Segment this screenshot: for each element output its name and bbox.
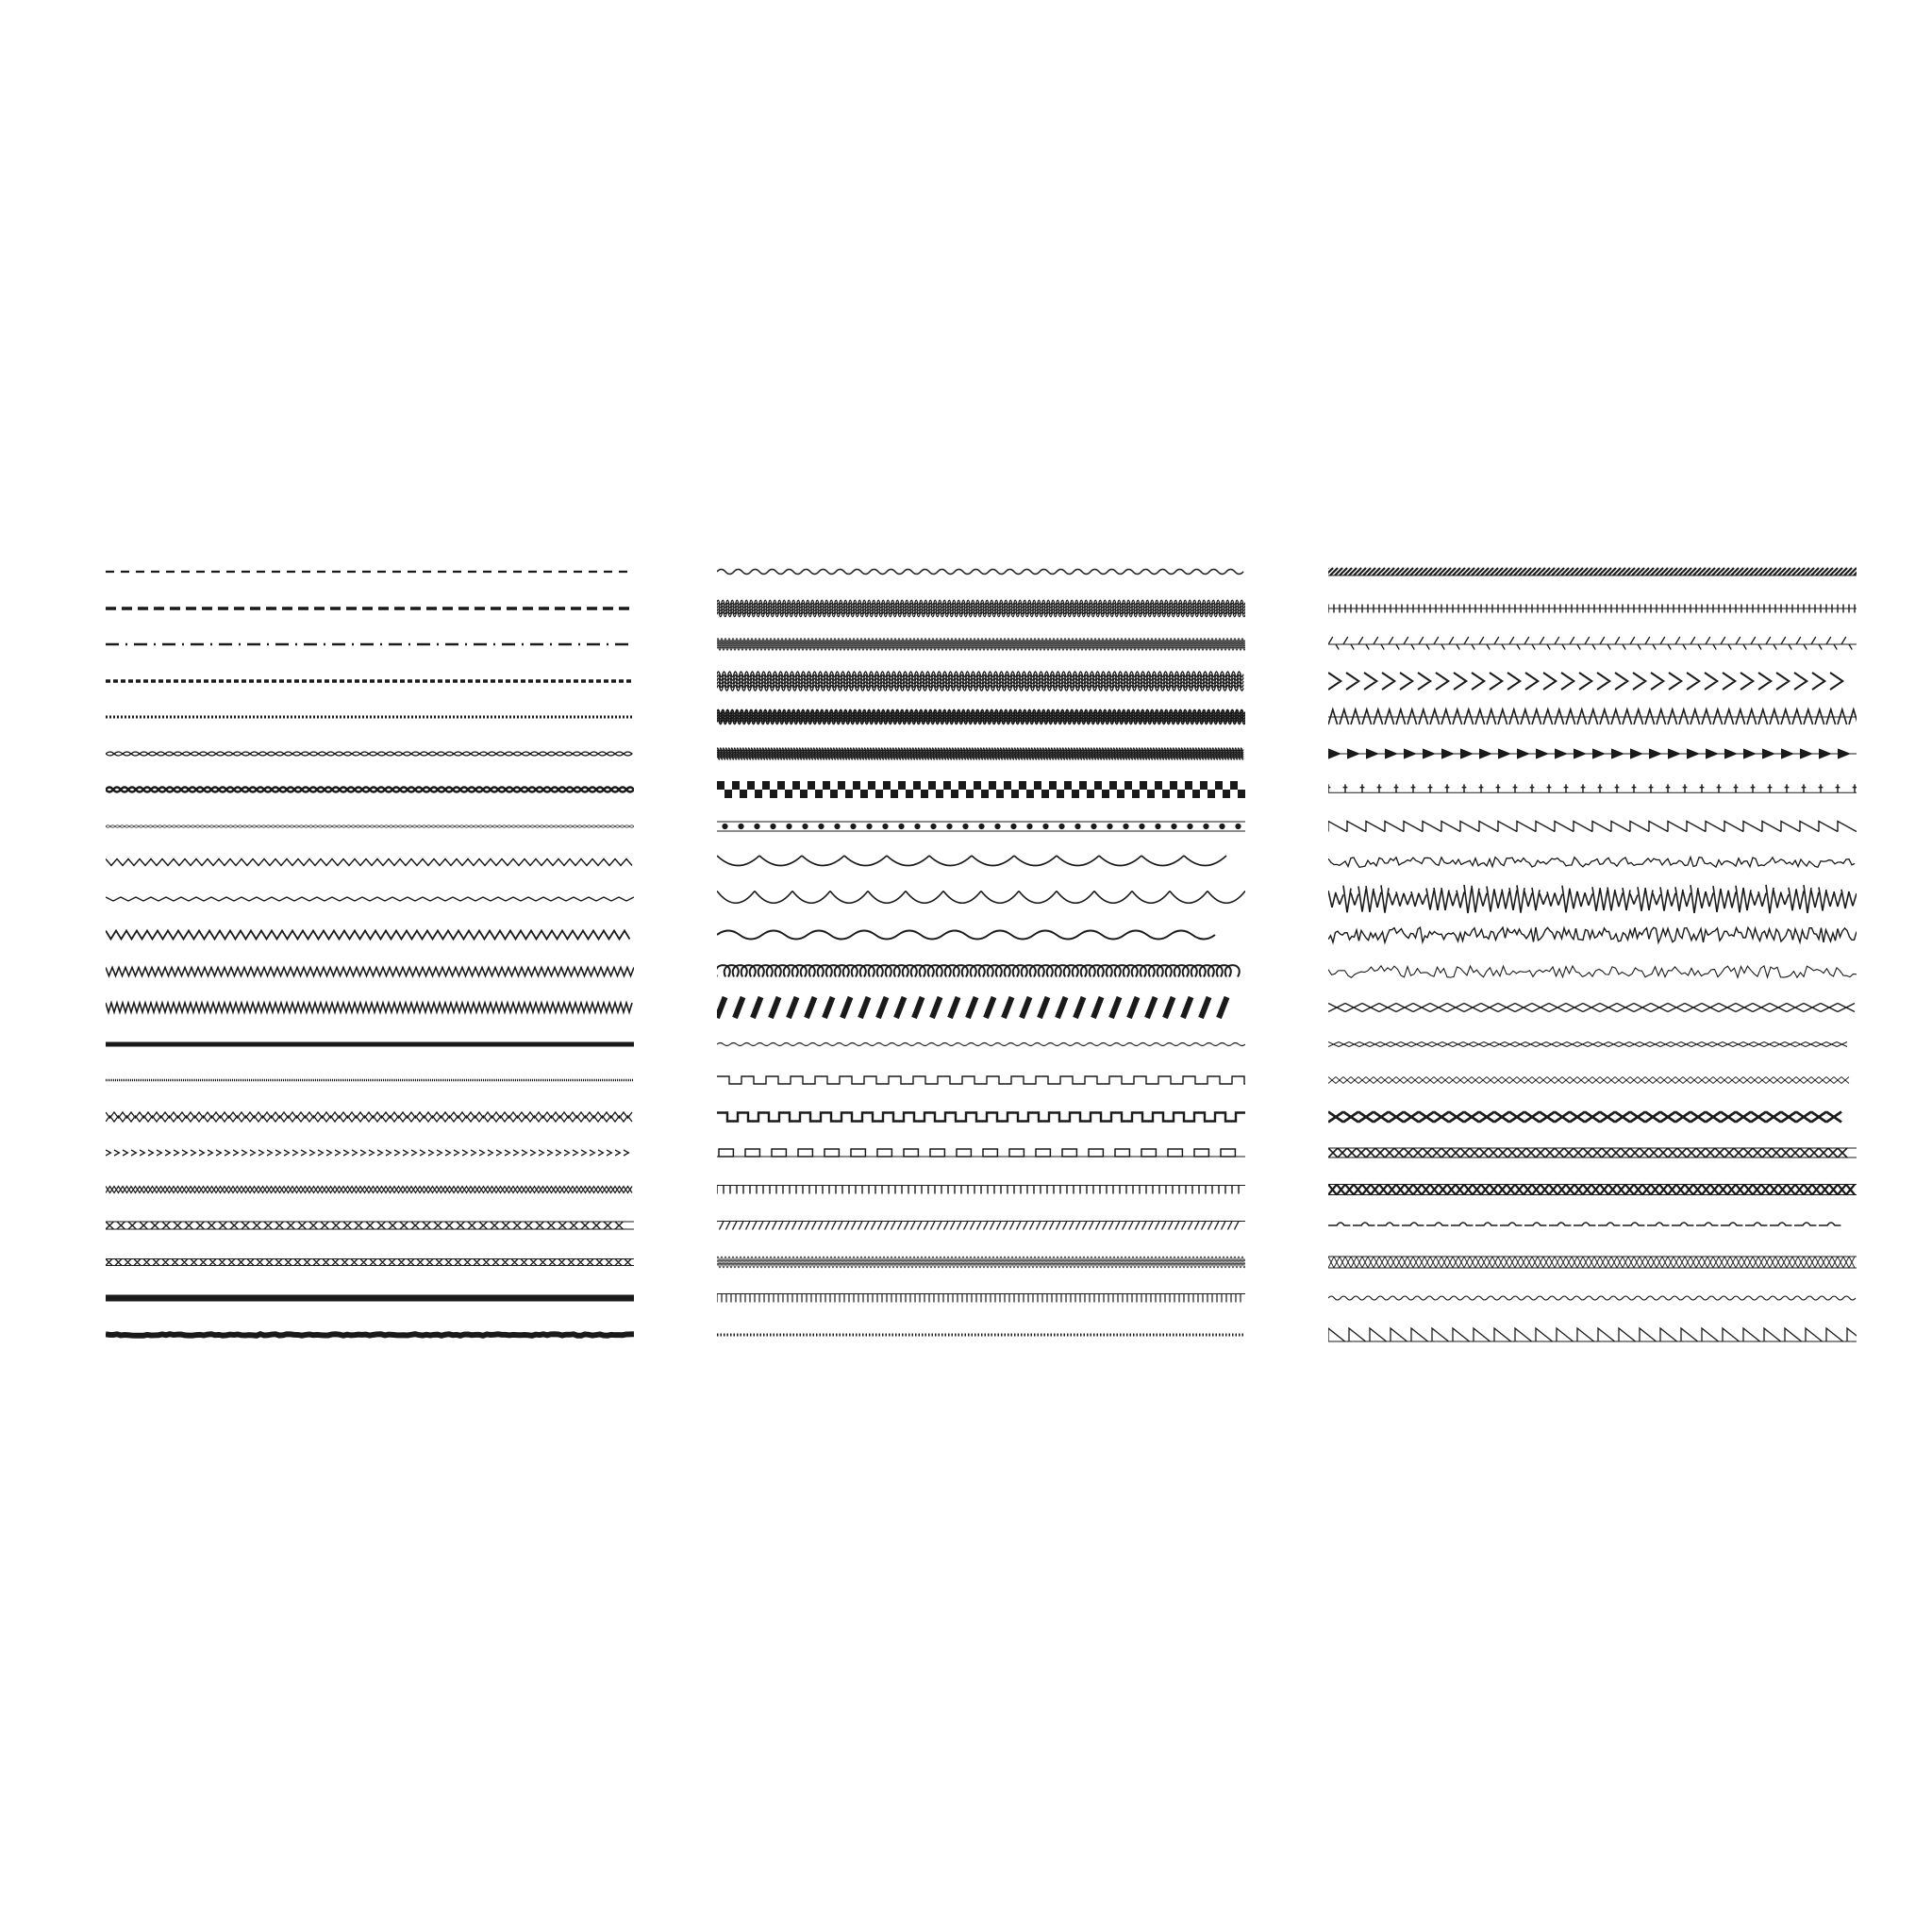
brush-line-wave-ribbed-band[interactable] (717, 696, 1245, 738)
brush-line-cross-stitch-line[interactable] (1328, 987, 1857, 1028)
brush-stroke-bold-chain-line (106, 771, 634, 808)
brush-stroke-pin-tick-line (1328, 771, 1857, 808)
brush-line-braid-line[interactable] (106, 1205, 634, 1246)
brush-line-wave-micro-band[interactable] (717, 733, 1245, 774)
brush-stroke-slash-block-band (717, 989, 1245, 1026)
brush-line-fine-mesh-band[interactable] (717, 1241, 1245, 1283)
brush-stroke-solid-extra-bold-rule (106, 1279, 634, 1317)
brush-stroke-solid-textured-rule (106, 1316, 634, 1354)
brush-line-noise-sparse-line[interactable] (1328, 951, 1857, 992)
brush-stroke-cross-hatch-bold-band (1328, 1098, 1857, 1136)
column-three (1245, 0, 1868, 1932)
brush-stroke-checker-band (717, 771, 1245, 808)
brush-stroke-slanted-comb-line (717, 1207, 1245, 1244)
brush-stroke-zigzag-small-line (106, 843, 634, 881)
brush-line-wave-hairline-line[interactable] (717, 1024, 1245, 1065)
brush-line-scallop-deep-line[interactable] (717, 878, 1245, 920)
brush-line-wave-rolling-line[interactable] (717, 914, 1245, 956)
brush-stroke-lattice-band (1328, 1134, 1857, 1172)
brush-line-comb-tick-line[interactable] (717, 1169, 1245, 1210)
brush-stroke-solid-thin-rule (106, 1061, 634, 1099)
brush-line-chain-link-line[interactable] (106, 733, 634, 774)
brush-line-box-row-on-rule[interactable] (717, 1132, 1245, 1174)
brush-stroke-wave-hairline-line (717, 1025, 1245, 1063)
brush-line-zigzag-flat-line[interactable] (106, 878, 634, 920)
brush-line-slanted-hatch-bold-band[interactable] (1328, 551, 1857, 592)
brush-line-cross-hatch-bold-band[interactable] (1328, 1096, 1857, 1138)
brush-stroke-zigzag-spike-line (106, 953, 634, 991)
brush-line-loop-coil-band[interactable] (717, 951, 1245, 992)
brush-stroke-barbed-line (1328, 625, 1857, 663)
brush-line-solid-textured-rule[interactable] (106, 1314, 634, 1356)
brush-line-dense-dashed-line[interactable] (106, 660, 634, 702)
brush-stroke-hairline-bead-line (106, 808, 634, 845)
brush-stroke-vertical-hatch-band (717, 1279, 1245, 1317)
brush-stroke-diamond-mesh-band (1328, 1243, 1857, 1281)
brush-stroke-wave-stacked-band (717, 662, 1245, 700)
brush-line-crosshatch-zigzag-line[interactable] (106, 1169, 634, 1210)
brush-line-bold-chain-line[interactable] (106, 769, 634, 810)
column-two (623, 0, 1245, 1932)
brush-line-barbed-line[interactable] (1328, 624, 1857, 665)
brush-line-sawtooth-line[interactable] (1328, 806, 1857, 847)
brush-stroke-feather-zigzag-line (1328, 698, 1857, 736)
brush-line-wavy-scallop-thin-line[interactable] (1328, 1277, 1857, 1319)
brush-stroke-wavy-scallop-thin-line (1328, 1279, 1857, 1317)
brush-stroke-zigzag-double-row (106, 1098, 634, 1136)
brush-stroke-crosshatch-zigzag-line (106, 1171, 634, 1208)
brush-line-micro-dot-rule[interactable] (717, 1314, 1245, 1356)
brush-line-dash-dot-line[interactable] (106, 624, 634, 665)
brush-stroke-fine-mesh-band (717, 1243, 1245, 1281)
brush-line-checker-band[interactable] (717, 769, 1245, 810)
brush-line-zigzag-small-line[interactable] (106, 841, 634, 883)
brush-line-feather-zigzag-line[interactable] (1328, 696, 1857, 738)
brush-stroke-fine-dotted-line (106, 698, 634, 736)
brush-stroke-dashed-bold-line (106, 590, 634, 627)
brush-stroke-cross-stitch-line (1328, 989, 1857, 1026)
brush-line-zigzag-medium-line[interactable] (106, 914, 634, 956)
brush-stroke-box-row-on-rule (717, 1134, 1245, 1172)
brush-stroke-dash-dot-line (106, 625, 634, 663)
brush-stroke-dense-dashed-line (106, 662, 634, 700)
brush-line-pin-tick-line[interactable] (1328, 769, 1857, 810)
brush-line-solid-thin-rule[interactable] (106, 1059, 634, 1101)
brush-line-braid-dense-line[interactable] (106, 1241, 634, 1283)
brush-line-square-wave-line[interactable] (717, 1059, 1245, 1101)
brush-stroke-double-comb-band (1328, 590, 1857, 627)
brush-stroke-wave-rolling-line (717, 916, 1245, 954)
brush-stroke-loop-coil-band (717, 953, 1245, 991)
brush-line-wave-stacked-band[interactable] (717, 660, 1245, 702)
brush-stroke-scallop-deep-line (717, 880, 1245, 918)
brush-line-slanted-comb-line[interactable] (717, 1205, 1245, 1246)
brush-stroke-micro-dot-rule (717, 1316, 1245, 1354)
brush-stroke-braid-dense-line (106, 1243, 634, 1281)
brush-line-dashed-bold-line[interactable] (106, 588, 634, 629)
brush-line-scribble-dense-band[interactable] (1328, 878, 1857, 920)
brush-line-zigzag-double-row[interactable] (106, 1096, 634, 1138)
brush-stroke-solid-heavy-rule (106, 1025, 634, 1063)
brush-stroke-arrowhead-run-line (1328, 735, 1857, 773)
brush-stroke-noise-ragged-band (1328, 916, 1857, 954)
brush-stroke-dashed-thin-line (106, 553, 634, 591)
column-one (0, 0, 623, 1932)
brush-stroke-lattice-dense-band (1328, 1171, 1857, 1208)
brush-line-wave-dense-fill-band[interactable] (717, 588, 1245, 629)
brush-line-fine-dotted-line[interactable] (106, 696, 634, 738)
brush-stroke-dot-row-on-rule (717, 808, 1245, 845)
brush-line-dashed-thin-line[interactable] (106, 551, 634, 592)
brush-stroke-arrow-chevron-line (1328, 662, 1857, 700)
brush-line-cross-stitch-small-line[interactable] (1328, 1024, 1857, 1065)
brush-line-wave-dense-thin-band[interactable] (717, 624, 1245, 665)
brush-line-lattice-band[interactable] (1328, 1132, 1857, 1174)
brush-line-wave-fine-line[interactable] (717, 551, 1245, 592)
brush-stroke-cross-stitch-small-line (1328, 1025, 1857, 1063)
brush-line-solid-heavy-rule[interactable] (106, 1024, 634, 1065)
brush-stroke-scallop-arc-line (717, 843, 1245, 881)
brush-stroke-wave-dense-fill-band (717, 590, 1245, 627)
brush-stroke-dashed-bumpy-line (1328, 1207, 1857, 1244)
brush-stroke-chevron-run-line (106, 1134, 634, 1172)
brush-stroke-wave-ribbed-band (717, 698, 1245, 736)
brush-line-lattice-dense-band[interactable] (1328, 1169, 1857, 1210)
brush-line-jagged-noise-line[interactable] (1328, 841, 1857, 883)
brush-stroke-square-wave-bold-line (717, 1098, 1245, 1136)
brush-stroke-slanted-hatch-bold-band (1328, 553, 1857, 591)
brush-stroke-scribble-dense-band (1328, 880, 1857, 918)
brush-line-double-comb-band[interactable] (1328, 588, 1857, 629)
brush-stroke-wave-micro-band (717, 735, 1245, 773)
brush-line-flag-comb-line[interactable] (1328, 1314, 1857, 1356)
brush-stroke-sawtooth-line (1328, 808, 1857, 845)
brush-line-solid-extra-bold-rule[interactable] (106, 1277, 634, 1319)
brush-line-dashed-bumpy-line[interactable] (1328, 1205, 1857, 1246)
brush-stroke-wave-fine-line (717, 553, 1245, 591)
brush-line-arrow-chevron-line[interactable] (1328, 660, 1857, 702)
brush-line-arrowhead-run-line[interactable] (1328, 733, 1857, 774)
brush-line-square-wave-bold-line[interactable] (717, 1096, 1245, 1138)
brush-stroke-jagged-noise-line (1328, 843, 1857, 881)
brush-stroke-wave-dense-thin-band (717, 625, 1245, 663)
brush-line-cross-hatch-fine-band[interactable] (1328, 1059, 1857, 1101)
brush-line-chevron-run-line[interactable] (106, 1132, 634, 1174)
brush-stroke-square-wave-line (717, 1061, 1245, 1099)
brush-stroke-braid-line (106, 1207, 634, 1244)
brush-line-zigzag-spike-line[interactable] (106, 951, 634, 992)
brush-line-zigzag-tight-spike-line[interactable] (106, 987, 634, 1028)
brush-line-noise-ragged-band[interactable] (1328, 914, 1857, 956)
brush-line-vertical-hatch-band[interactable] (717, 1277, 1245, 1319)
brush-stroke-flag-comb-line (1328, 1316, 1857, 1354)
brush-line-dot-row-on-rule[interactable] (717, 806, 1245, 847)
brush-line-diamond-mesh-band[interactable] (1328, 1241, 1857, 1283)
brush-line-slash-block-band[interactable] (717, 987, 1245, 1028)
brush-line-hairline-bead-line[interactable] (106, 806, 634, 847)
brush-stroke-zigzag-tight-spike-line (106, 989, 634, 1026)
brush-stroke-chain-link-line (106, 735, 634, 773)
brush-stroke-cross-hatch-fine-band (1328, 1061, 1857, 1099)
brush-stroke-zigzag-flat-line (106, 880, 634, 918)
brush-stroke-noise-sparse-line (1328, 953, 1857, 991)
brush-stroke-comb-tick-line (717, 1171, 1245, 1208)
brush-line-scallop-arc-line[interactable] (717, 841, 1245, 883)
brush-stroke-zigzag-medium-line (106, 916, 634, 954)
